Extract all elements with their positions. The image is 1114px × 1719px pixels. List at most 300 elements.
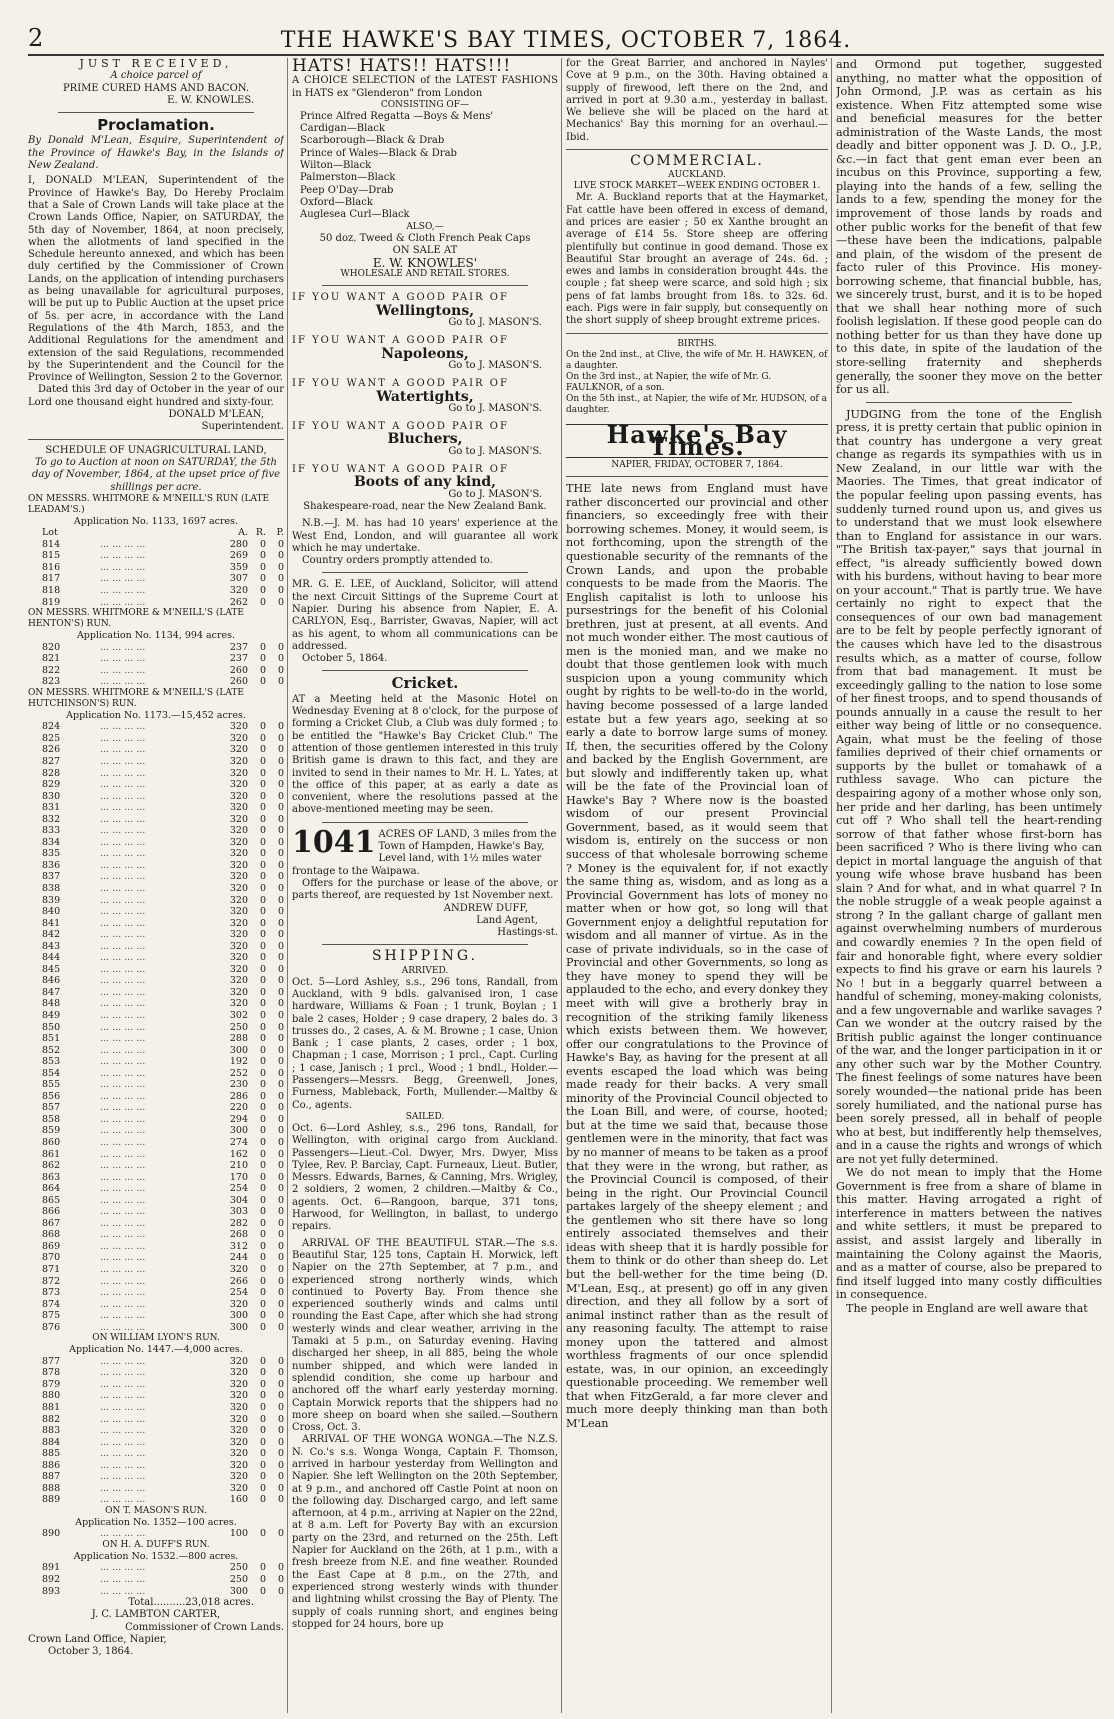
lot-number: 853 — [42, 1056, 61, 1068]
lot-row — [28, 1102, 284, 1114]
divider — [322, 822, 528, 823]
lot-number: 837 — [42, 871, 61, 883]
commercial-title: COMMERCIAL. — [630, 153, 764, 170]
divider — [866, 402, 1072, 403]
lot-number: 883 — [42, 1425, 61, 1437]
acres-header: A. — [238, 527, 248, 539]
leader-dots: ... ... ... ... — [100, 813, 146, 825]
hats-list — [292, 111, 558, 222]
lot-roods: 0 — [259, 929, 266, 941]
column-divider — [287, 58, 288, 1713]
leader-dots: ... ... ... ... — [100, 1310, 146, 1322]
lot-roods: 0 — [259, 1056, 266, 1068]
lot-acres: 320 — [229, 1448, 248, 1460]
lot-roods: 0 — [259, 998, 266, 1010]
if-you-line: IF YOU WANT A GOOD PAIR OF — [292, 292, 509, 304]
lot-row — [28, 860, 284, 872]
lot-acres: 320 — [229, 825, 248, 837]
lot-number: 879 — [42, 1378, 61, 1390]
top-rule — [28, 54, 1104, 56]
lot-roods: 0 — [259, 1067, 266, 1079]
boots-ad — [292, 464, 558, 501]
leader-paragraph: The people in England are well aware that — [846, 1301, 1088, 1315]
leader-dots: ... ... ... ... — [100, 1021, 146, 1033]
leader-dots: ... ... ... ... — [100, 1009, 146, 1021]
lot-perches: 0 — [277, 1562, 284, 1574]
hat-item: Prince of Wales—Black & Drab — [300, 147, 457, 159]
leader-dots: ... ... ... ... — [100, 1562, 146, 1574]
lot-acres: 250 — [229, 1562, 248, 1574]
proclamation-signature-title: Superintendent. — [201, 421, 284, 433]
divider — [322, 670, 528, 671]
divider — [322, 285, 528, 286]
lot-row — [28, 1172, 284, 1184]
mason-country-orders: Country orders promptly attended to. — [302, 555, 493, 567]
lot-acres: 320 — [229, 836, 248, 848]
lot-number: 870 — [42, 1252, 61, 1264]
lot-row — [28, 964, 284, 976]
lot-row — [28, 1183, 284, 1195]
lot-perches: 0 — [277, 802, 284, 814]
lot-acres: 320 — [229, 998, 248, 1010]
arrived-body: Oct. 5—Lord Ashley, s.s., 296 tons, Randall, from Auckland, with 9 bdls. galvanised iron, 1 case hardware, Williams & Foan ; 1 trunk, Boylan ; 1 bale 2 cases, Holder ; 9 case drapery, 2 bales do. 3 trusses do., 2 cases, A. & M. Browne ; 1 case, Union Bank ; 1 case plants, 2 cases, order ; 1 box, Chapman ; 1 case, Morrison ; 1 prcl., Capt. Curling ; 1 case, Janisch ; 1 prcl., Wood ; 1 bndl., Holder.—Passengers—Messrs. Begg, Greenwell, Jones, Furness, Mableback, Forth, Mullender.—Maltby & Co., agents. — [292, 976, 558, 1111]
hat-item: Oxford—Black — [300, 196, 373, 208]
leader-dots: ... ... ... ... — [100, 596, 146, 608]
lot-perches: 0 — [277, 1183, 284, 1195]
lot-number: 862 — [42, 1160, 61, 1172]
lot-acres: 320 — [229, 732, 248, 744]
leader-dots: ... ... ... ... — [100, 1528, 146, 1540]
lot-acres: 320 — [229, 790, 248, 802]
leader-dots: ... ... ... ... — [100, 929, 146, 941]
lot-roods: 0 — [259, 802, 266, 814]
lot-perches: 0 — [277, 1390, 284, 1402]
lot-table — [28, 1528, 284, 1540]
lot-acres: 250 — [229, 1021, 248, 1033]
lot-perches: 0 — [277, 1067, 284, 1079]
leader-dots: ... ... ... ... — [100, 1287, 146, 1299]
leader-dots: ... ... ... ... — [100, 721, 146, 733]
lot-acres: 359 — [229, 561, 248, 573]
lot-row — [28, 987, 284, 999]
leader-dots: ... ... ... ... — [100, 1240, 146, 1252]
lot-roods: 0 — [259, 906, 266, 918]
lot-number: 852 — [42, 1044, 61, 1056]
lot-row — [28, 562, 284, 574]
lot-roods: 0 — [259, 1194, 266, 1206]
lot-perches: 0 — [277, 1229, 284, 1241]
leader-paragraph: We do not mean to imply that the Home Government is free from a share of blame in this matter. Having arrogated a right of interference in matters between the natives and white settlers, it must be prepared to assist, and assist largely and liberally in maintaining the Colony against the Maoris, and as a matter of course, also be prepared to find itself lugged into many costly difficulties in consequence. — [836, 1166, 1102, 1302]
lot-roods: 0 — [259, 790, 266, 802]
lot-number: 888 — [42, 1482, 61, 1494]
leader-dots: ... ... ... ... — [100, 779, 146, 791]
lot-roods: 0 — [259, 963, 266, 975]
lot-perches: 0 — [277, 986, 284, 998]
lot-roods: 0 — [259, 1079, 266, 1091]
commissioner-title: Commissioner of Crown Lands. — [125, 1621, 284, 1633]
lot-number: 835 — [42, 848, 61, 860]
lot-number: 869 — [42, 1240, 61, 1252]
leader-dots: ... ... ... ... — [100, 1436, 146, 1448]
lot-row — [28, 1483, 284, 1495]
lot-row — [28, 871, 284, 883]
lot-perches: 0 — [277, 790, 284, 802]
wonga-wonga-report: ARRIVAL OF THE WONGA WONGA.—The N.Z.S. N. Co.'s s.s. Wonga Wonga, Captain F. Thomson, arrived in harbour yesterday from Wellington and Napier. She left Wellington on the 20th September, at 9 p.m., and anchored off Castle Point at noon on the following day. Discharged cargo, and left same afternoon, at 4 p.m., arriving at Napier on the 22nd, at 8 a.m. Left for Poverty Bay with an excursion party on the 23rd, and returned on the 25th. Left Napier for Auckland on the 26th, at 1 p.m., with a fresh breeze from N.E. and fine weather. Rounded the East Cape at 8 p.m., on the 27th, and experienced strong westerly winds with thunder and lightning whilst crossing the Bay of Plenty. The supply of coals running short, and engines being stopped for 24 hours, bore up — [292, 1434, 558, 1630]
lot-row — [28, 756, 284, 768]
lot-row — [28, 998, 284, 1010]
column-1 — [28, 58, 284, 1713]
leader-dots: ... ... ... ... — [100, 1229, 146, 1241]
lot-roods: 0 — [259, 1528, 266, 1540]
lot-roods: 0 — [259, 836, 266, 848]
lot-row — [28, 1229, 284, 1241]
leader-dots: ... ... ... ... — [100, 1275, 146, 1287]
leader-dots: ... ... ... ... — [100, 836, 146, 848]
leader-dots: ... ... ... ... — [100, 1183, 146, 1195]
lot-row — [28, 1149, 284, 1161]
on-sale-at: ON SALE AT — [392, 244, 458, 256]
lot-number: 886 — [42, 1459, 61, 1471]
lot-perches: 0 — [277, 1367, 284, 1379]
lot-perches: 0 — [277, 664, 284, 676]
lot-number: 829 — [42, 779, 61, 791]
if-you-line: IF YOU WANT A GOOD PAIR OF — [292, 378, 509, 390]
lot-row — [28, 1137, 284, 1149]
lot-number: 866 — [42, 1206, 61, 1218]
lot-acres: 162 — [229, 1148, 248, 1160]
lot-number: 880 — [42, 1390, 61, 1402]
choice-parcel: A choice parcel of — [110, 70, 202, 82]
leader-dots: ... ... ... ... — [100, 1367, 146, 1379]
lot-roods: 0 — [259, 721, 266, 733]
lot-number: 814 — [42, 538, 61, 550]
leader-dots: ... ... ... ... — [100, 1044, 146, 1056]
lot-number: 884 — [42, 1436, 61, 1448]
lot-perches: 0 — [277, 940, 284, 952]
lot-row — [28, 814, 284, 826]
leader-dots: ... ... ... ... — [100, 940, 146, 952]
lot-acres: 262 — [229, 596, 248, 608]
leader-dots: ... ... ... ... — [100, 871, 146, 883]
lot-perches: 0 — [277, 676, 284, 688]
lot-roods: 0 — [259, 641, 266, 653]
lot-number: 819 — [42, 596, 61, 608]
lot-number: 828 — [42, 767, 61, 779]
lot-row — [28, 1068, 284, 1080]
lot-number: 882 — [42, 1413, 61, 1425]
lot-acres: 244 — [229, 1252, 248, 1264]
lot-roods: 0 — [259, 1471, 266, 1483]
lot-number: 820 — [42, 641, 61, 653]
lot-row — [28, 1471, 284, 1483]
lot-row — [28, 1195, 284, 1207]
leader-dots: ... ... ... ... — [100, 825, 146, 837]
lot-perches: 0 — [277, 1459, 284, 1471]
lot-acres: 300 — [229, 1044, 248, 1056]
mason-address: Shakespeare-road, near the New Zealand Bank. — [303, 500, 547, 512]
boot-type: Boots of any kind, — [353, 474, 497, 491]
leader-dots: ... ... ... ... — [100, 1125, 146, 1137]
application-line: Application No. 1134, 994 acres. — [76, 630, 236, 642]
lot-acres: 280 — [229, 538, 248, 550]
lot-acres: 320 — [229, 848, 248, 860]
births-list — [566, 350, 828, 416]
birth-notice: On the 2nd inst., at Clive, the wife of Mr. H. HAWKEN, of a daughter. — [566, 349, 828, 371]
lot-acres: 320 — [229, 952, 248, 964]
boots-ad — [292, 292, 558, 329]
commissioner-office: Crown Land Office, Napier, — [28, 1633, 167, 1645]
lot-acres: 320 — [229, 585, 248, 597]
divider — [58, 112, 254, 113]
lot-row — [28, 585, 284, 597]
run-heading: ON T. MASON'S RUN. — [105, 1505, 207, 1516]
leader-dots: ... ... ... ... — [100, 755, 146, 767]
lot-acres: 320 — [229, 813, 248, 825]
lot-number: 858 — [42, 1113, 61, 1125]
leader-dots: ... ... ... ... — [100, 1102, 146, 1114]
lot-acres: 260 — [229, 676, 248, 688]
lot-roods: 0 — [259, 1240, 266, 1252]
lot-number: 863 — [42, 1171, 61, 1183]
if-you-line: IF YOU WANT A GOOD PAIR OF — [292, 464, 509, 476]
lot-number: 817 — [42, 573, 61, 585]
lot-acres: 320 — [229, 1264, 248, 1276]
lot-perches: 0 — [277, 825, 284, 837]
leader-dots: ... ... ... ... — [100, 1494, 146, 1506]
lot-row — [28, 802, 284, 814]
lot-roods: 0 — [259, 1448, 266, 1460]
lot-number: 823 — [42, 676, 61, 688]
duff-name: ANDREW DUFF, — [443, 902, 528, 914]
lot-number: 890 — [42, 1528, 61, 1540]
lot-perches: 0 — [277, 1298, 284, 1310]
lot-roods: 0 — [259, 538, 266, 550]
lot-roods: 0 — [259, 1113, 266, 1125]
lot-table-header — [28, 527, 284, 539]
divider — [28, 439, 284, 440]
lot-row — [28, 1562, 284, 1574]
leader-dots: ... ... ... ... — [100, 1160, 146, 1172]
leader-dots: ... ... ... ... — [100, 1413, 146, 1425]
leader-dots: ... ... ... ... — [100, 1171, 146, 1183]
knowles-store: E. W. KNOWLES' — [372, 256, 478, 271]
lot-roods: 0 — [259, 1482, 266, 1494]
lot-row — [28, 1218, 284, 1230]
leader-paragraph: THE late news from England must have rather disconcerted our provincial and other financiers, so exceedingly free with their borrowing schemes. Money, it would seem, is not forthcoming, upon the strength of the questionable security of the remnants of the Crown Lands, and upon the probable conquests to be made from the Maoris. The English capitalist is loth to unloose his pursestrings for the benefit of his Colonial brethren, just at present, at all events. And not much wonder either. The most cautious of men is the monied man, and we make no doubt that those gentlemen look with much suspicion upon a young community which ought by rights to be well-to-do in the world, having become possessed of a large landed estate but a few years ago, seeking at so early a date to borrow large sums of money. If, then, the securities offered by the Colony and backed by the English Government, are but slowly and indifferently taken up, what will be the fate of the Provincial loan of Hawke's Bay ? Where now is the boasted wisdom of our present Provincial Government, based, as it would seem that wisdom is, entirely on the success or non success of that wholesale borrowing scheme ? Money is the equivalent for, if not exactly the same thing as, wisdom, and as long as a Provincial Government has lots of money no matter when or how got, so long will that Government enjoy a delightful reputation for wisdom and all manner of virtue. As in the case of private individuals, so in the case of Provincial and other Governments, so long as they have money to spend they will be applauded to the echo, and every donkey they meet with will give a brotherly bray in recognition of the striking family likeness which exists between them. We however, offer our congratulations to the Province of Hawke's Bay, as having for the present at all events escaped the load which was being made ready for their backs. A very small minority of the Provincial Council objected to the Loan Bill, and were, of course, hooted; but at the time we said that, because those gentlemen were in the minority, that fact was by no manner of means to be taken as a proof that they were in the wrong, but rather, as the Provincial Council is composed, of their being in the right. Our Provincial Council partakes largely of the sheepy element ; and the gentlemen who sit there have so long entirely associated themselves and their ideas with sheep that it is hardly possible for them to think or do other than sheep do. Let but the bell-wether for the time being (D. M'Lean, Esq., at present) go off in any given direction, and they all follow by a sort of animal instinct rather than as the result of any reasoning faculty. The attempt to raise money upon the tattered and almost worthless fragments of our once splendid estate, was, in our opinion, an exceedingly questionable proceeding. We remember well that when FitzGerald, a far more clever and much more deeply thinking man than both M'Lean — [566, 482, 828, 1430]
lot-roods: 0 — [259, 755, 266, 767]
lot-number: 857 — [42, 1102, 61, 1114]
lot-acres: 300 — [229, 1585, 248, 1597]
lot-perches: 0 — [277, 1401, 284, 1413]
lot-perches: 0 — [277, 641, 284, 653]
application-line: Application No. 1173.—15,452 acres. — [66, 709, 246, 721]
lot-perches: 0 — [277, 1471, 284, 1483]
lot-number: 871 — [42, 1264, 61, 1276]
divider — [322, 944, 528, 945]
lot-row — [28, 597, 284, 609]
lot-perches: 0 — [277, 653, 284, 665]
lot-roods: 0 — [259, 1252, 266, 1264]
lot-roods: 0 — [259, 1367, 266, 1379]
leader-dots: ... ... ... ... — [100, 963, 146, 975]
lot-roods: 0 — [259, 952, 266, 964]
lot-roods: 0 — [259, 1413, 266, 1425]
lot-roods: 0 — [259, 1459, 266, 1471]
lot-number: 822 — [42, 664, 61, 676]
lot-perches: 0 — [277, 1574, 284, 1585]
lot-perches: 0 — [277, 859, 284, 871]
lot-acres: 320 — [229, 779, 248, 791]
lot-acres: 192 — [229, 1056, 248, 1068]
lot-number: 833 — [42, 825, 61, 837]
lot-perches: 0 — [277, 1321, 284, 1333]
leader-dots: ... ... ... ... — [100, 573, 146, 585]
lot-acres: 320 — [229, 1482, 248, 1494]
lot-roods: 0 — [259, 561, 266, 573]
boot-type: Bluchers, — [387, 431, 463, 448]
leader-dots: ... ... ... ... — [100, 1482, 146, 1494]
leader-dots: ... ... ... ... — [100, 550, 146, 562]
hat-item: Wilton—Black — [300, 160, 372, 172]
lot-perches: 0 — [277, 894, 284, 906]
lot-roods: 0 — [259, 1148, 266, 1160]
lot-number: 824 — [42, 721, 61, 733]
lot-row — [28, 848, 284, 860]
page-number: 2 — [28, 24, 44, 52]
lot-perches: 0 — [277, 952, 284, 964]
lot-row — [28, 768, 284, 780]
shipping-title: SHIPPING. — [371, 948, 479, 965]
leader-dots: ... ... ... ... — [100, 1090, 146, 1102]
lot-number: 860 — [42, 1137, 61, 1148]
lot-row — [28, 1448, 284, 1460]
lot-row — [28, 733, 284, 745]
lot-number: 844 — [42, 952, 61, 964]
lot-acres: 252 — [229, 1067, 248, 1079]
lot-roods: 0 — [259, 975, 266, 987]
sailed-heading: SAILED. — [405, 1111, 445, 1122]
lot-roods: 0 — [259, 1574, 266, 1585]
lot-perches: 0 — [277, 1079, 284, 1091]
lot-row — [28, 1079, 284, 1091]
divider — [566, 333, 828, 334]
lot-roods: 0 — [259, 1171, 266, 1183]
lot-number: 836 — [42, 859, 61, 871]
hats-intro: A CHOICE SELECTION of the LATEST FASHIONS in HATS ex "Glenderon" from London — [292, 75, 558, 99]
proclamation-title: Proclamation. — [97, 116, 215, 135]
birth-notice: On the 3rd inst., at Napier, the wife of Mr. G. FAULKNOR, of a son. — [566, 371, 772, 393]
leader-article — [566, 482, 828, 1430]
lot-roods: 0 — [259, 871, 266, 883]
lot-row — [28, 721, 284, 733]
boot-type: Napoleons, — [381, 345, 469, 362]
lot-perches: 0 — [277, 1436, 284, 1448]
page-title: THE HAWKE'S BAY TIMES, OCTOBER 7, 1864. — [280, 28, 852, 53]
leader-dots: ... ... ... ... — [100, 998, 146, 1010]
lot-row — [28, 825, 284, 837]
lot-acres: 320 — [229, 767, 248, 779]
lot-perches: 0 — [277, 871, 284, 883]
lot-table — [28, 1562, 284, 1597]
lot-row — [28, 573, 284, 585]
lot-row — [28, 975, 284, 987]
lot-number: 840 — [42, 906, 61, 918]
lot-roods: 0 — [259, 1401, 266, 1413]
leader-dots: ... ... ... ... — [100, 1459, 146, 1471]
leader-continued — [836, 58, 1102, 1315]
lot-roods: 0 — [259, 1390, 266, 1402]
lot-table — [28, 539, 284, 608]
lot-number: 846 — [42, 975, 61, 987]
lot-table — [28, 1356, 284, 1506]
lot-roods: 0 — [259, 1585, 266, 1597]
caps-line: 50 doz. Tweed & Cloth French Peak Caps — [319, 232, 531, 244]
lot-perches: 0 — [277, 1482, 284, 1494]
commissioner-date: October 3, 1864. — [48, 1646, 134, 1658]
leader-dots: ... ... ... ... — [100, 1425, 146, 1437]
boots-ad — [292, 378, 558, 415]
lot-acres: 312 — [229, 1240, 248, 1252]
lot-perches: 0 — [277, 1217, 284, 1229]
lot-row — [28, 883, 284, 895]
hats-heading: HATS! HATS!! HATS!!! — [292, 58, 512, 76]
lot-roods: 0 — [259, 1275, 266, 1287]
lot-number: 839 — [42, 894, 61, 906]
lot-number: 889 — [42, 1494, 61, 1506]
lot-roods: 0 — [259, 1137, 266, 1148]
lot-roods: 0 — [259, 986, 266, 998]
lot-roods: 0 — [259, 767, 266, 779]
lot-roods: 0 — [259, 1562, 266, 1574]
lot-row — [28, 1160, 284, 1172]
leader-dots: ... ... ... ... — [100, 882, 146, 894]
lot-perches: 0 — [277, 732, 284, 744]
auckland-heading: AUCKLAND. — [668, 170, 726, 181]
divider — [566, 149, 828, 150]
lot-number: 876 — [42, 1321, 61, 1333]
leader-dots: ... ... ... ... — [100, 676, 146, 688]
prime-hams-line: PRIME CURED HAMS AND BACON. — [62, 82, 250, 94]
lot-perches: 0 — [277, 1090, 284, 1102]
lot-acres: 320 — [229, 1390, 248, 1402]
hat-item: Peep O'Day—Drab — [300, 184, 394, 196]
lot-roods: 0 — [259, 1310, 266, 1322]
leader-dots: ... ... ... ... — [100, 1585, 146, 1597]
lot-perches: 0 — [277, 1528, 284, 1540]
lot-number: 843 — [42, 940, 61, 952]
lot-perches: 0 — [277, 1033, 284, 1045]
schedule-subtitle: To go to Auction at noon on SATURDAY, the 5th day of November, 1864, at the upset price of five shillings per acre. — [31, 456, 281, 493]
proclamation-body: I, DONALD M'LEAN, Superintendent of the Province of Hawke's Bay, Do Hereby Proclaim that a Sale of Crown Lands will take place at the Crown Lands Office, Napier, on SATURDAY, the 5th day of November, 1864, at noon precisely, when the allotments of land specified in the Schedule hereunto annexed, and which has been duly certified by the Commissioner of Crown Lands, on the application of intending purchasers as being unavailable for agricultural purposes, will be put up to Public Auction at the upset price of 5s. per acre, in accordance with the Land Regulations of the 4th March, 1853, and the Additional Regulations for the amendment and extension of the said Regulations, recommended by the Superintendent and the Council for the Province of Wellington, Session 2 to the Governor. — [28, 175, 284, 384]
lot-number: 867 — [42, 1217, 61, 1229]
lot-acres: 254 — [229, 1183, 248, 1195]
lot-acres: 302 — [229, 1009, 248, 1021]
lot-number: 873 — [42, 1287, 61, 1299]
lot-acres: 266 — [229, 1275, 248, 1287]
leader-dots: ... ... ... ... — [100, 1390, 146, 1402]
lot-roods: 0 — [259, 1044, 266, 1056]
lot-number: 816 — [42, 561, 61, 573]
application-line: Application No. 1447.—4,000 acres. — [69, 1344, 243, 1356]
lot-perches: 0 — [277, 596, 284, 608]
lot-number: 845 — [42, 963, 61, 975]
lot-number: 834 — [42, 836, 61, 848]
lot-number: 856 — [42, 1090, 61, 1102]
land-acres-number: 1041 — [292, 824, 376, 860]
boot-type: Wellingtons, — [375, 302, 475, 319]
lot-row — [28, 1528, 284, 1540]
leader-dots: ... ... ... ... — [100, 975, 146, 987]
